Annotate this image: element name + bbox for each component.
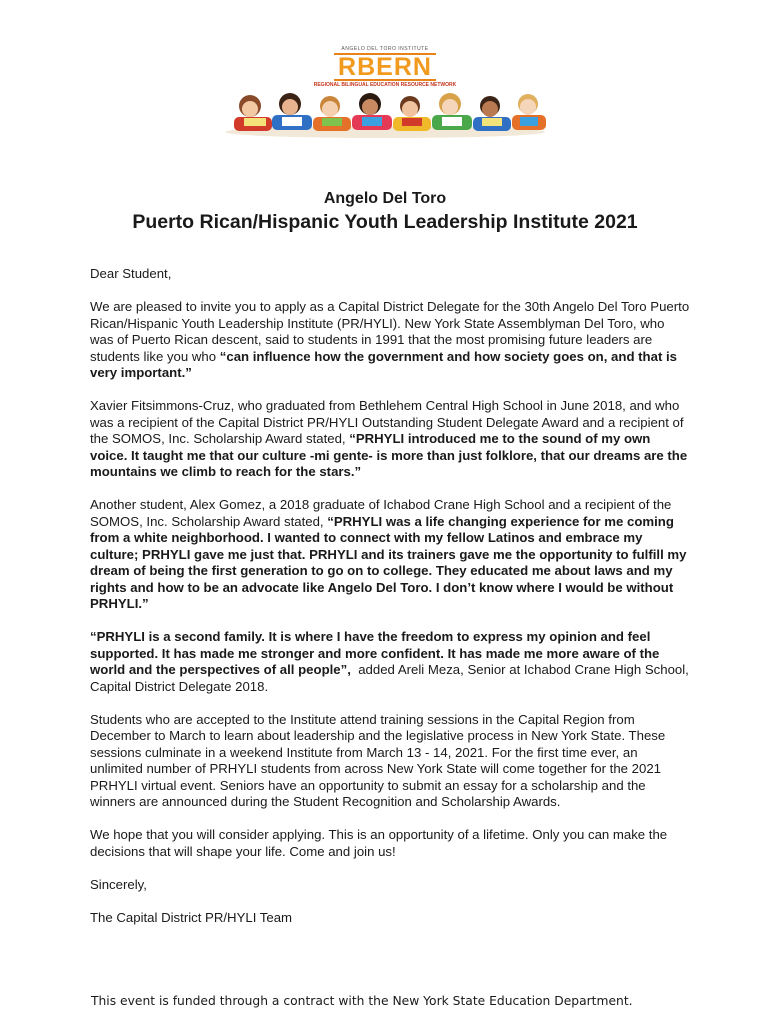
- child-figure-6: [432, 93, 472, 130]
- paragraph-xavier-text: Xavier Fitsimmons-Cruz, who graduated from Bethlehem Central High School in June 2018, and who was a recipient of the Capital District PR/HYLI Outstanding Student Delegate Award and a recipient of the SOMOS, Inc. Scholarship Award stated,: [90, 398, 684, 446]
- child-figure-1: [234, 95, 272, 131]
- funding-note: This event is funded through a contract with the New York State Education Department.: [91, 994, 633, 1008]
- page-title: Puerto Rican/Hispanic Youth Leadership Institute 2021: [132, 211, 638, 233]
- logo-top-text: ANGELO DEL TORO INSTITUTE: [341, 46, 429, 52]
- paragraph-alex: [90, 497, 690, 613]
- child-figure-8: [512, 94, 546, 130]
- child-figure-3: [313, 96, 351, 131]
- paragraph-areli: [90, 629, 693, 695]
- child-figure-7: [473, 96, 511, 131]
- child-figure-2: [272, 93, 312, 130]
- paragraph-intro: [90, 299, 690, 382]
- logo-subtitle: REGIONAL BILINGUAL EDUCATION RESOURCE NETWORK: [313, 82, 457, 88]
- rbern-logo: [0, 46, 770, 89]
- paragraph-invitation: We hope that you will consider applying. This is an opportunity of a lifetime. Only you can make the decisions that will shape your life. Come and join us!: [90, 827, 668, 859]
- paragraph-intro-text: We are pleased to invite you to apply as a Capital District Delegate for the 30th Angelo Del Toro Puerto Rican/Hispanic Youth Leadership Institute (PR/HYLI). New York State Assemblyman Del Toro, who was of Puerto Rican descent, said to students in 1991 that the most promising future leaders are students like you who: [90, 299, 690, 364]
- logo-main-text: RBERN: [334, 53, 436, 81]
- paragraph-sessions: Students who are accepted to the Institute attend training sessions in the Capital Region from December to March to learn about leadership and the legislative process in New York State. These sessions culminate in a weekend Institute from March 13 - 14, 2021. For the first time ever, an unlimited number of PRHYLI students from across New York State will come together for the 2021 PRHYLI virtual event. Seniors have an opportunity to submit an essay for a scholarship and the winners are announced during the Student Recognition and Scholarship Awards.: [90, 711, 666, 809]
- letter-body: [90, 266, 693, 943]
- child-figure-4: [352, 93, 392, 130]
- paragraph-areli-quote: “PRHYLI is a second family. It is where I have the freedom to express my opinion and feel supported. It has made me stronger and more confident. It has made me more aware of the world and the perspectives of all people”,: [90, 629, 660, 677]
- paragraph-intro-quote: “can influence how the government and how society goes on, and that is very important.”: [90, 348, 677, 380]
- child-figure-5: [393, 96, 431, 131]
- salutation: Dear Student,: [90, 266, 172, 281]
- paragraph-areli-text: added Areli Meza, Senior at Ichabod Crane High School, Capital District Delegate 2018.: [90, 662, 693, 694]
- closing: Sincerely,: [90, 876, 147, 892]
- header-name: Angelo Del Toro: [323, 190, 447, 207]
- paragraph-alex-quote: “PRHYLI was a life changing experience for me coming from a white neighborhood. I wanted to connect with my fellow Latinos and embrace my culture; PRHYLI gave me just that. PRHYLI and its trainers gave me the opportunity to fulfill my dream of being the first generation to go on to college. They educated me about laws and my rights and how to be an advocate like Angelo Del Toro. I don’t know where I would be without PRHYLI.”: [90, 513, 687, 611]
- paragraph-xavier: [90, 398, 690, 481]
- children-reading-illustration: [220, 84, 550, 140]
- paragraph-alex-text: Another student, Alex Gomez, a 2018 graduate of Ichabod Crane High School and a recipient of the SOMOS, Inc. Scholarship Award stated,: [90, 497, 672, 529]
- paragraph-xavier-quote: “PRHYLI introduced me to the sound of my own voice. It taught me that our culture -mi gente- is more than just folklore, that our dreams are the mountains we climb to reach for the stars.”: [90, 431, 688, 479]
- signature: The Capital District PR/HYLI Team: [90, 909, 293, 925]
